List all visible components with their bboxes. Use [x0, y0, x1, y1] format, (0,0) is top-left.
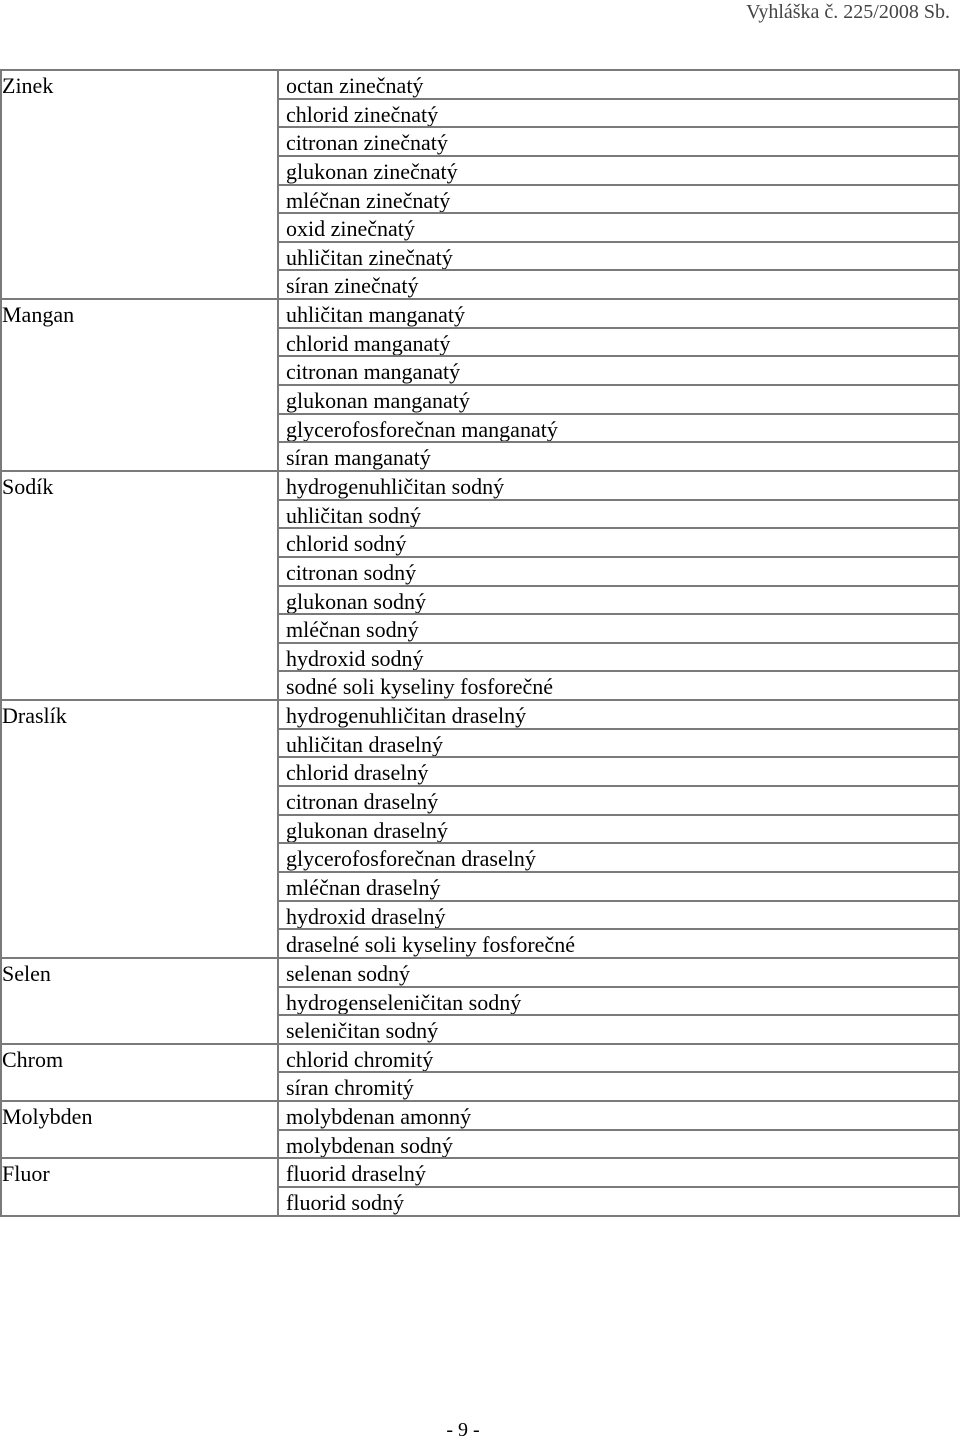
compounds-cell	[278, 1101, 959, 1158]
compound-item: glukonan sodný	[279, 587, 958, 616]
compounds-cell	[278, 1158, 959, 1215]
element-name: Chrom	[2, 1046, 64, 1072]
compound-item: mléčnan sodný	[279, 615, 958, 644]
compound-item: chlorid zinečnatý	[279, 100, 958, 129]
compound-item: uhličitan sodný	[279, 501, 958, 530]
compound-item: síran chromitý	[286, 1075, 414, 1101]
compound-item: glycerofosforečnan manganatý	[279, 415, 958, 444]
compound-item: molybdenan sodný	[286, 1132, 453, 1158]
compound-item: seleničitan sodný	[286, 1018, 439, 1043]
element-name: Draslík	[2, 703, 67, 729]
element-name: Molybden	[2, 1104, 93, 1130]
compound-item: sodné soli kyseliny fosforečné	[286, 674, 553, 700]
element-compound-table	[0, 69, 960, 1217]
compounds-cell	[278, 299, 959, 471]
compound-item: citronan sodný	[279, 558, 958, 587]
compound-item: citronan zinečnatý	[279, 128, 958, 157]
table-row	[1, 1101, 959, 1158]
compound-item: hydroxid draselný	[279, 902, 958, 931]
table-row	[1, 70, 959, 299]
element-cell	[1, 70, 278, 299]
table-body	[1, 70, 959, 1216]
element-name: Mangan	[2, 302, 75, 328]
compound-item: uhličitan manganatý	[279, 300, 958, 329]
compound-item: draselné soli kyseliny fosforečné	[286, 932, 575, 957]
compound-item: chlorid sodný	[279, 529, 958, 558]
element-cell	[1, 700, 278, 958]
table-row	[1, 471, 959, 700]
compound-item: fluorid sodný	[286, 1189, 404, 1215]
compound-item: glukonan manganatý	[279, 386, 958, 415]
table-row	[1, 1158, 959, 1215]
compounds-cell	[278, 471, 959, 700]
page-number: - 9 -	[446, 1419, 480, 1441]
compound-item: chlorid manganatý	[279, 329, 958, 358]
compound-item: oxid zinečnatý	[279, 214, 958, 243]
compound-item: chlorid draselný	[279, 758, 958, 787]
element-cell	[1, 1158, 278, 1215]
compound-item: síran manganatý	[286, 445, 431, 470]
compound-item: hydrogenuhličitan sodný	[279, 472, 958, 501]
compound-item: fluorid draselný	[279, 1159, 958, 1188]
table-row	[1, 700, 959, 958]
compound-item: mléčnan zinečnatý	[279, 186, 958, 215]
compound-item: uhličitan zinečnatý	[279, 243, 958, 272]
compound-item: glycerofosforečnan draselný	[279, 844, 958, 873]
element-cell	[1, 471, 278, 700]
compound-item: citronan manganatý	[279, 357, 958, 386]
compound-item: glukonan draselný	[279, 816, 958, 845]
element-name: Fluor	[2, 1161, 50, 1187]
element-name: Zinek	[2, 73, 54, 98]
compounds-cell	[278, 958, 959, 1044]
element-cell	[1, 299, 278, 471]
running-head: Vyhláška č. 225/2008 Sb.	[746, 1, 950, 23]
element-name: Sodík	[2, 473, 54, 499]
compound-item: citronan draselný	[279, 787, 958, 816]
compound-item: hydrogenuhličitan draselný	[279, 701, 958, 730]
element-cell	[1, 1044, 278, 1101]
element-cell	[1, 958, 278, 1044]
compound-item: molybdenan amonný	[279, 1102, 958, 1131]
compound-item: uhličitan draselný	[279, 730, 958, 759]
compounds-cell	[278, 70, 959, 299]
compounds-cell	[278, 700, 959, 958]
element-cell	[1, 1101, 278, 1158]
compound-item: síran zinečnatý	[286, 273, 419, 299]
compounds-cell	[278, 1044, 959, 1101]
compound-item: hydroxid sodný	[279, 644, 958, 673]
table-row	[1, 299, 959, 471]
compound-item: mléčnan draselný	[279, 873, 958, 902]
table-row	[1, 958, 959, 1044]
compound-item: octan zinečnatý	[279, 71, 958, 100]
element-name: Selen	[2, 960, 51, 986]
compound-item: hydrogenseleničitan sodný	[279, 988, 958, 1017]
compound-item: selenan sodný	[279, 959, 958, 988]
compound-item: glukonan zinečnatý	[279, 157, 958, 186]
compound-item: chlorid chromitý	[279, 1045, 958, 1074]
table-row	[1, 1044, 959, 1101]
